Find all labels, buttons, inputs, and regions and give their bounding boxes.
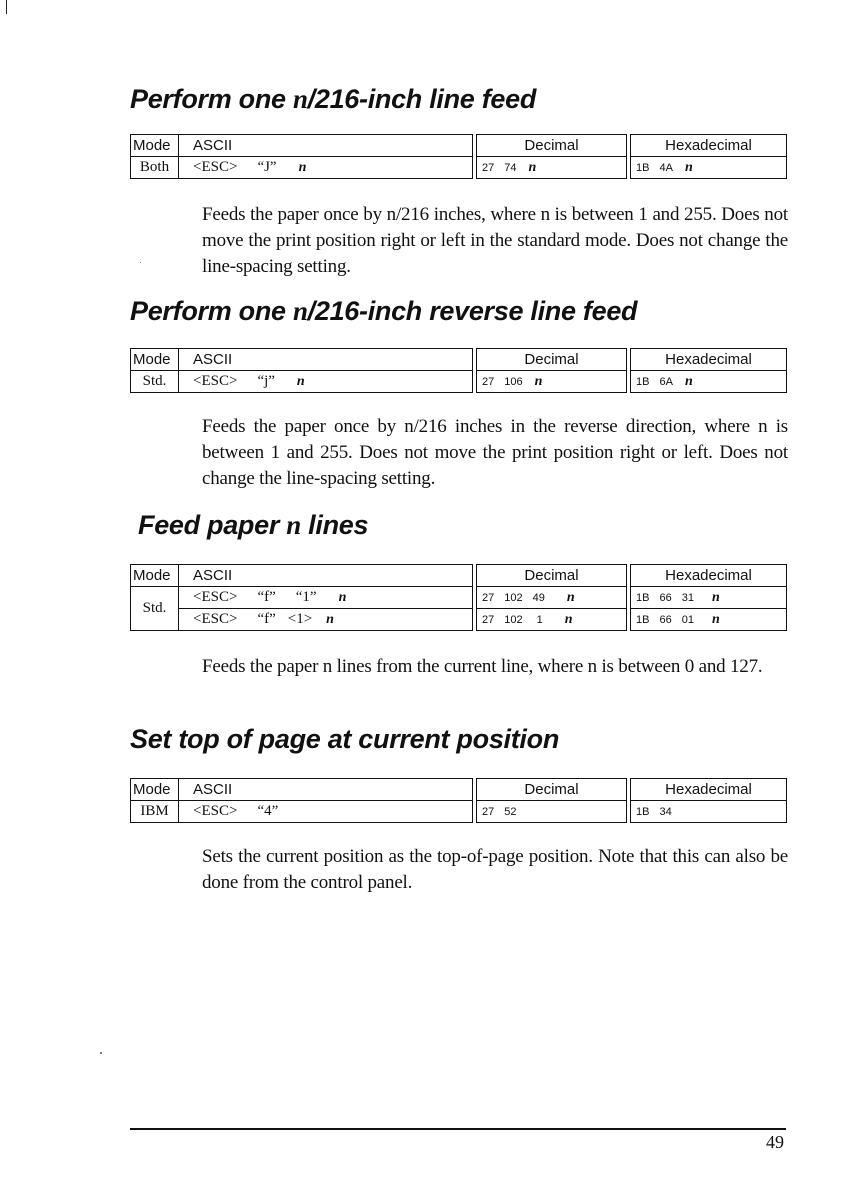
mode-header: Mode bbox=[131, 135, 179, 157]
scan-edge-mark bbox=[6, 0, 7, 14]
mode-cell: Std. bbox=[131, 371, 179, 393]
mode-cell: IBM bbox=[131, 801, 179, 823]
ascii-header: ASCII bbox=[179, 565, 473, 587]
decimal-cell: 27 74 n bbox=[477, 157, 627, 179]
ascii-cell: <ESC> “f” <1> n bbox=[179, 609, 473, 631]
section-description: Feeds the paper n lines from the current line, where n is between 0 and 127. bbox=[202, 656, 763, 677]
hex-header: Hexadecimal bbox=[631, 349, 787, 371]
decimal-header: Decimal bbox=[477, 779, 627, 801]
table-row bbox=[131, 587, 787, 609]
table-row bbox=[131, 371, 787, 393]
scan-speck bbox=[140, 262, 141, 263]
scan-speck bbox=[100, 1052, 102, 1054]
hex-header: Hexadecimal bbox=[631, 135, 787, 157]
table-row bbox=[131, 609, 787, 631]
command-table bbox=[130, 778, 787, 823]
decimal-cell: 27 52 bbox=[477, 801, 627, 823]
ascii-cell: <ESC> “j” n bbox=[179, 371, 473, 393]
table-row bbox=[131, 801, 787, 823]
mode-header: Mode bbox=[131, 779, 179, 801]
decimal-header: Decimal bbox=[477, 135, 627, 157]
hex-cell: 1B 6A n bbox=[631, 371, 787, 393]
section-description: Feeds the paper once by n/216 inches in the reverse direction, where n is between 1 and 255. Does not move the print position right or left. Does not change the line-spacing setting. bbox=[202, 416, 788, 489]
table-row bbox=[131, 157, 787, 179]
mode-cell: Std. bbox=[131, 587, 179, 631]
ascii-header: ASCII bbox=[179, 135, 473, 157]
table-header-row bbox=[131, 779, 787, 801]
decimal-cell: 27 102 1 n bbox=[477, 609, 627, 631]
ascii-cell: <ESC> “J” n bbox=[179, 157, 473, 179]
ascii-cell: <ESC> “f” “1” n bbox=[179, 587, 473, 609]
ascii-header: ASCII bbox=[179, 349, 473, 371]
hex-cell: 1B 34 bbox=[631, 801, 787, 823]
decimal-header: Decimal bbox=[477, 349, 627, 371]
table-header-row bbox=[131, 349, 787, 371]
ascii-cell: <ESC> “4” bbox=[179, 801, 473, 823]
command-table bbox=[130, 134, 787, 179]
section-description: Feeds the paper once by n/216 inches, where n is between 1 and 255. Does not move the print position right or left in the standard mode. Does not change the line-spacing setting. bbox=[202, 204, 788, 277]
hex-header: Hexadecimal bbox=[631, 779, 787, 801]
ascii-header: ASCII bbox=[179, 779, 473, 801]
page-number: 49 bbox=[766, 1132, 784, 1152]
section-description: Sets the current position as the top-of-page position. Note that this can also be done from the control panel. bbox=[202, 846, 788, 893]
mode-cell: Both bbox=[131, 157, 179, 179]
section-heading: Perform one n/216-inch line feed bbox=[130, 84, 537, 114]
hex-cell: 1B 4A n bbox=[631, 157, 787, 179]
command-table bbox=[130, 348, 787, 393]
section-heading: Set top of page at current position bbox=[130, 724, 560, 754]
section-heading: Perform one n/216-inch reverse line feed bbox=[130, 296, 638, 326]
decimal-header: Decimal bbox=[477, 565, 627, 587]
table-header-row bbox=[131, 565, 787, 587]
section-heading: Feed paper n lines bbox=[138, 510, 369, 540]
hex-cell: 1B 66 01 n bbox=[631, 609, 787, 631]
table-header-row bbox=[131, 135, 787, 157]
mode-header: Mode bbox=[131, 565, 179, 587]
mode-header: Mode bbox=[131, 349, 179, 371]
hex-header: Hexadecimal bbox=[631, 565, 787, 587]
hex-cell: 1B 66 31 n bbox=[631, 587, 787, 609]
decimal-cell: 27 106 n bbox=[477, 371, 627, 393]
footer-rule bbox=[130, 1128, 786, 1130]
decimal-cell: 27 102 49 n bbox=[477, 587, 627, 609]
command-table bbox=[130, 564, 787, 631]
